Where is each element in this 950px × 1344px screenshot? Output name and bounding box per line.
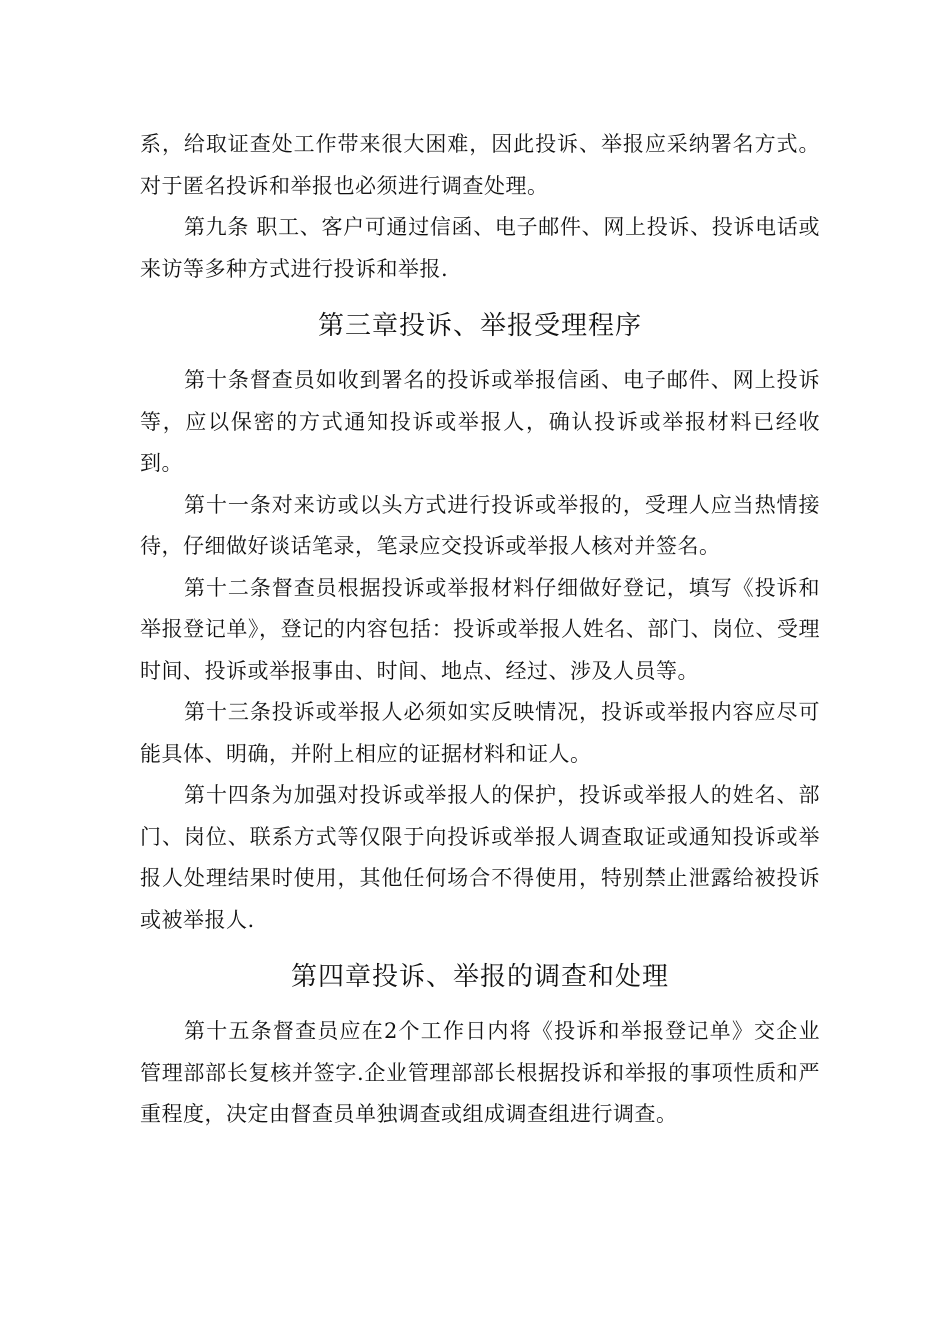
article-14: 第十四条为加强对投诉或举报人的保护，投诉或举报人的姓名、部门、岗位、联系方式等仅限于向投诉或举报人调查取证或通知投诉或举报人处理结果时使用，其他任何场合不得使用，特别禁止泄露给被投诉或被举报人.	[140, 783, 820, 932]
article-10: 第十条督查员如收到署名的投诉或举报信函、电子邮件、网上投诉等，应以保密的方式通知投诉或举报人，确认投诉或举报材料已经收到。	[140, 368, 820, 475]
article-15: 第十五条督查员应在2个工作日内将《投诉和举报登记单》交企业管理部部长复核并签字.企业管理部部长根据投诉和举报的事项性质和严重程度，决定由督查员单独调查或组成调查组进行调查。	[140, 1019, 820, 1126]
article-11: 第十一条对来访或以头方式进行投诉或举报的，受理人应当热情接待，仔细做好谈话笔录，笔录应交投诉或举报人核对并签名。	[140, 492, 820, 558]
chapter-3-title: 第三章投诉、举报受理程序	[317, 311, 642, 341]
article-12: 第十二条督查员根据投诉或举报材料仔细做好登记，填写《投诉和举报登记单》，登记的内容包括：投诉或举报人姓名、部门、岗位、受理时间、投诉或举报事由、时间、地点、经过、涉及人员等。	[140, 575, 820, 683]
chapter-4-title: 第四章投诉、举报的调查和处理	[290, 962, 669, 992]
paragraph-continuation: 系，给取证查处工作带来很大困难，因此投诉、举报应采纳署名方式。对于匿名投诉和举报也必须进行调查处理。	[140, 132, 820, 198]
article-13: 第十三条投诉或举报人必须如实反映情况，投诉或举报内容应尽可能具体、明确，并附上相应的证据材料和证人。	[140, 700, 820, 766]
article-9: 第九条 职工、客户可通过信函、电子邮件、网上投诉、投诉电话或来访等多种方式进行投诉和举报.	[140, 215, 820, 281]
document-page	[140, 124, 820, 1136]
